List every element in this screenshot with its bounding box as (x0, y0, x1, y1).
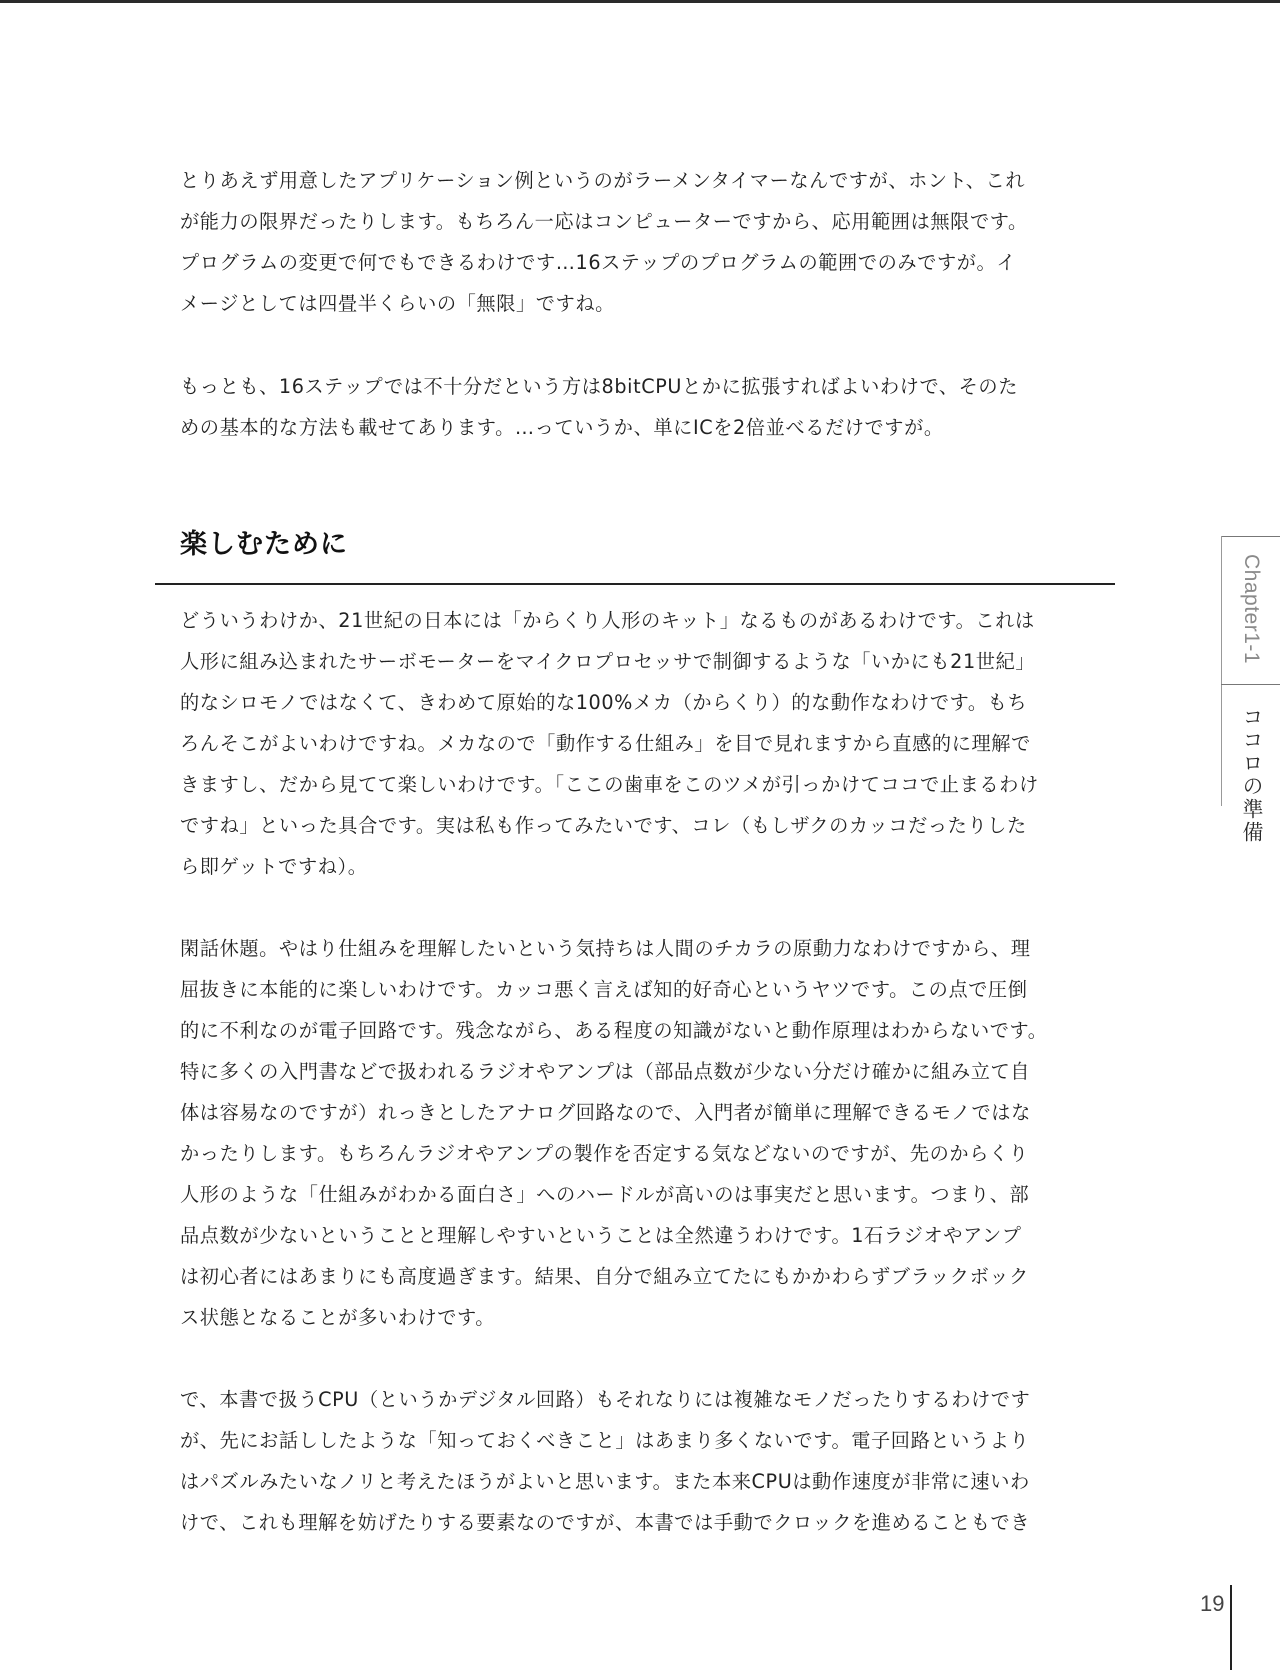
page-number: 19 (1200, 1591, 1225, 1616)
text-line: が能力の限界だったりします。もちろん一応はコンピューターですから、応用範囲は無限です。 (180, 210, 1028, 233)
text-line: は初心者にはあまりにも高度過ぎます。結果、自分で組み立てたにもかかわらずブラックボック (180, 1265, 1029, 1288)
paragraph-spacer (180, 324, 1120, 366)
paragraph-spacer (180, 1338, 1120, 1379)
text-line: はパズルみたいなノリと考えたほうがよいと思います。また本来CPUは動作速度が非常に速いわ (180, 1470, 1030, 1493)
top-border-rule (0, 0, 1280, 3)
text-line: めの基本的な方法も載せてあります。…っていうか、単にICを2倍並べるだけですが。 (180, 416, 944, 439)
section-paragraph-3 (180, 1379, 1120, 1543)
section-heading-rule (155, 583, 1115, 585)
chapter-label: Chapter1-1 (1240, 554, 1263, 665)
text-line: 特に多くの入門書などで扱われるラジオやアンプは（部品点数が少ない分だけ確かに組み立て自 (180, 1060, 1031, 1083)
text-line: ろんそこがよいわけですね。メカなので「動作する仕組み」を目で見れますから直感的に理解で (180, 732, 1031, 755)
text-line: ス状態となることが多いわけです。 (180, 1306, 496, 1329)
text-line: 品点数が少ないということと理解しやすいということは全然違うわけです。1石ラジオやアンプ (180, 1224, 1022, 1247)
side-tab-left-rule (1221, 536, 1222, 806)
side-tab-top-rule (1221, 536, 1280, 537)
text-line: どういうわけか、21世紀の日本には「からくり人形のキット」なるものがあるわけです。これは (180, 609, 1035, 632)
text-line: ら即ゲットですね）。 (180, 855, 368, 878)
text-line: 屈抜きに本能的に楽しいわけです。カッコ悪く言えば知的好奇心というヤツです。この点で圧倒 (180, 978, 1028, 1001)
text-line: が、先にお話ししたような「知っておくべきこと」はあまり多くないです。電子回路というより (180, 1429, 1030, 1452)
text-line: メージとしては四畳半くらいの「無限」ですね。 (180, 292, 615, 315)
text-line: 人形のような「仕組みがわかる面白さ」へのハードルが高いのは事実だと思います。つまり、部 (180, 1183, 1030, 1206)
intro-paragraph-2 (180, 366, 1120, 448)
paragraph-spacer (180, 887, 1120, 928)
text-line: で、本書で扱うCPU（というかデジタル回路）もそれなりには複雑なモノだったりするわけです (180, 1388, 1031, 1411)
section-heading: 楽しむために (180, 529, 348, 560)
side-tab-divider (1221, 684, 1280, 685)
text-line: けで、これも理解を妨げたりする要素なのですが、本書では手動でクロックを進めることもでき (180, 1511, 1031, 1534)
section-paragraph-2 (180, 928, 1120, 1338)
text-line: プログラムの変更で何でもできるわけです…16ステップのプログラムの範囲でのみですが。イ (180, 251, 1017, 274)
text-line: 閑話休題。やはり仕組みを理解したいという気持ちは人間のチカラの原動力なわけですから、理 (180, 937, 1031, 960)
text-line: 人形に組み込まれたサーボモーターをマイクロプロセッサで制御するような「いかにも21世紀」 (180, 650, 1036, 673)
text-line: かったりします。もちろんラジオやアンプの製作を否定する気などないのですが、先のからくり (180, 1142, 1029, 1165)
text-line: とりあえず用意したアプリケーション例というのがラーメンタイマーなんですが、ホント、これ (180, 169, 1026, 192)
text-line: ですね」といった具合です。実は私も作ってみたいです、コレ（もしザクのカッコだったりした (180, 814, 1027, 837)
text-line: 体は容易なのですが）れっきとしたアナログ回路なので、入門者が簡単に理解できるモノではな (180, 1101, 1031, 1124)
page-number-rule (1230, 1585, 1232, 1670)
section-text-block (180, 600, 1120, 1543)
chapter-title: ココロの準備 (1240, 706, 1264, 844)
intro-paragraph-1 (180, 160, 1120, 324)
intro-text-block (180, 160, 1120, 448)
chapter-side-tab (1221, 536, 1280, 844)
text-line: 的に不利なのが電子回路です。残念ながら、ある程度の知識がないと動作原理はわからないです。 (180, 1019, 1048, 1042)
text-line: 的なシロモノではなくて、きわめて原始的な100%メカ（からくり）的な動作なわけです。もち (180, 691, 1028, 714)
text-line: きますし、だから見てて楽しいわけです。「ここの歯車をこのツメが引っかけてココで止まるわけ (180, 773, 1039, 796)
section-paragraph-1 (180, 600, 1120, 887)
text-line: もっとも、16ステップでは不十分だという方は8bitCPUとかに拡張すればよいわけで、そのた (180, 375, 1019, 398)
